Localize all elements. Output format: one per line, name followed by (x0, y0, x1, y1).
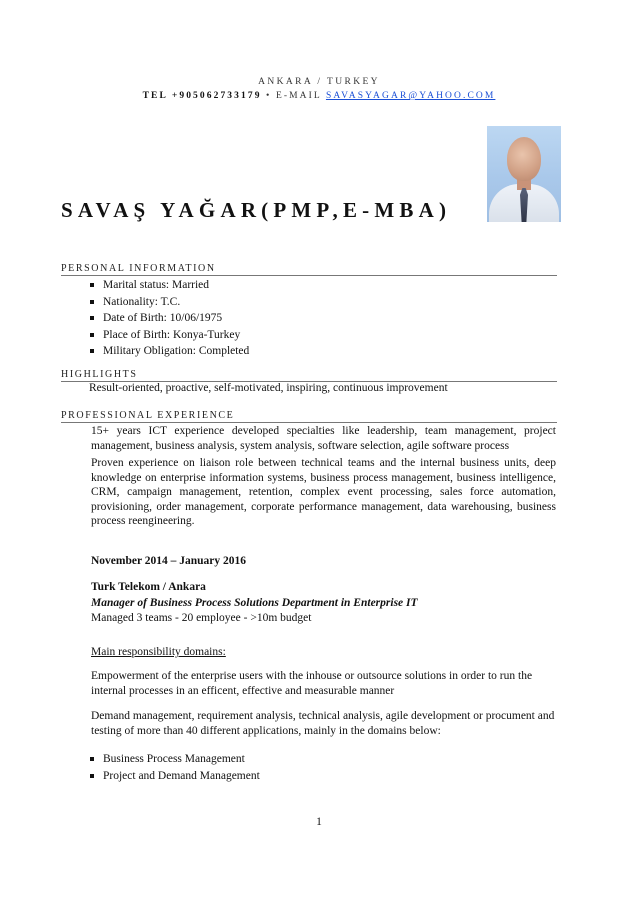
list-item: Marital status: Married (90, 277, 249, 294)
highlights-text: Result-oriented, proactive, self-motivated, inspiring, continuous improvement (89, 382, 448, 394)
section-divider (61, 275, 557, 276)
page-number: 1 (316, 816, 322, 828)
job-paragraph-2: Demand management, requirement analysis, technical analysis, agile development or procument and testing of more than 40 different applications, mainly in the domains below: (91, 710, 555, 737)
section-title-personal: PERSONAL INFORMATION (61, 263, 216, 274)
personal-info-list (90, 277, 249, 360)
list-item: Project and Demand Management (90, 768, 260, 785)
photo-face (507, 137, 541, 181)
list-item: Military Obligation: Completed (90, 343, 249, 360)
email-label: E-MAIL (275, 91, 322, 101)
list-item: Date of Birth: 10/06/1975 (90, 310, 249, 327)
list-item: Business Process Management (90, 751, 260, 768)
profile-photo (487, 126, 561, 222)
job-scope: Managed 3 teams - 20 employee - >10m budget (91, 612, 312, 624)
experience-summary-2: Proven experience on liaison role between technical teams and the internal business units, deep knowledge on enterprise information systems, business process management, business intelligence, CRM, campaign management, retention, complex event processing, sales force automation, provisioning, order management, corporate performance management, data warehousing, business process reengineering. (91, 457, 556, 528)
job-period: November 2014 – January 2016 (91, 555, 247, 567)
candidate-name: SAVAŞ YAĞAR(PMP,E-MBA) (61, 198, 452, 222)
job-role: Manager of Business Process Solutions Department in Enterprise IT (91, 597, 418, 609)
contact-line (0, 90, 638, 103)
domains-heading: Main responsibility domains: (91, 646, 226, 658)
job-company: Turk Telekom / Ankara (91, 581, 206, 593)
section-divider (61, 422, 557, 423)
section-title-experience: PROFESSIONAL EXPERIENCE (61, 410, 235, 421)
email-link[interactable]: SAVASYAGAR@YAHOO.COM (325, 91, 496, 101)
location-text: ANKARA / TURKEY (258, 77, 380, 87)
experience-summary-1: 15+ years ICT experience developed specialties like leadership, team management, project management, business analysis, system analysis, software selection, agile software process (91, 425, 556, 452)
separator-dot: • (266, 91, 272, 101)
job-paragraph-1: Empowerment of the enterprise users with the inhouse or outsource solutions in order to run the internal processes in an efficent, effective and measurable manner (91, 670, 533, 697)
contact-header (0, 76, 638, 103)
list-item: Place of Birth: Konya-Turkey (90, 327, 249, 344)
domains-list (90, 751, 260, 784)
section-title-highlights: HIGHLIGHTS (61, 369, 138, 380)
list-item: Nationality: T.C. (90, 294, 249, 311)
phone-text: TEL +905062733179 (142, 91, 262, 101)
